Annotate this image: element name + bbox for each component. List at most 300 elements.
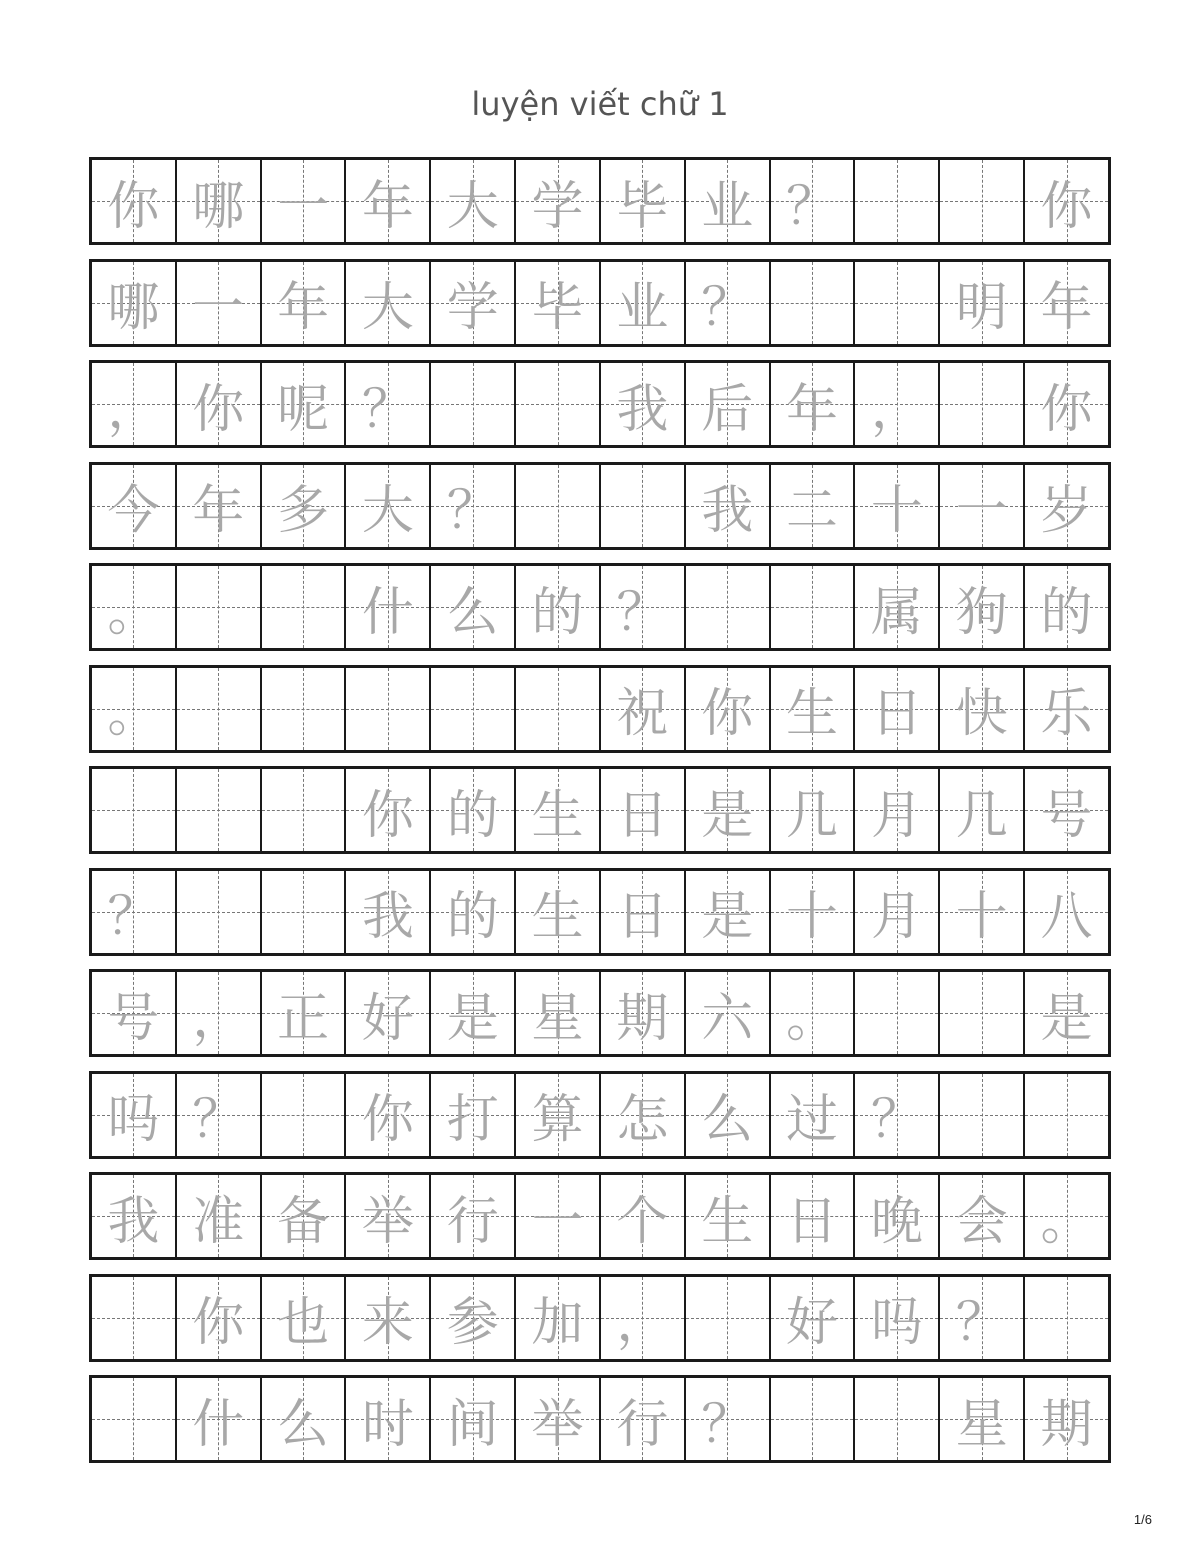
grid-cell (262, 972, 347, 1054)
grid-cell (771, 871, 856, 953)
grid-cell (855, 871, 940, 953)
trace-character: 乐 (1040, 684, 1093, 744)
grid-cell (516, 363, 601, 445)
trace-character: 举 (361, 1191, 414, 1252)
trace-character: 今 (107, 481, 160, 541)
trace-character: 十 (870, 481, 923, 541)
trace-character: 一 (531, 1191, 584, 1252)
trace-character: 你 (701, 684, 754, 744)
trace-character: 吗 (107, 1090, 160, 1150)
grid-cell (1025, 1277, 1108, 1359)
grid-row (89, 969, 1111, 1057)
trace-character (855, 972, 938, 1054)
grid-cell (516, 769, 601, 851)
grid-cell (686, 160, 771, 242)
trace-character: 大 (361, 481, 414, 541)
trace-character: 毕 (531, 278, 584, 338)
grid-cell (855, 769, 940, 851)
trace-character: 来 (361, 1293, 414, 1353)
trace-character: 什 (192, 1394, 245, 1455)
trace-character: 一 (955, 481, 1008, 541)
grid-cell (431, 769, 516, 851)
trace-character: 打 (446, 1090, 499, 1150)
trace-character: 。 (786, 988, 839, 1049)
grid-cell (1025, 871, 1108, 953)
trace-character: 月 (870, 785, 923, 846)
trace-character: 岁 (1040, 481, 1093, 541)
trace-character: 么 (446, 582, 499, 643)
grid-cell (431, 1378, 516, 1460)
grid-cell (262, 668, 347, 750)
grid-cell (177, 160, 262, 242)
grid-cell (771, 160, 856, 242)
grid-cell (601, 262, 686, 344)
trace-character: 日 (616, 887, 669, 947)
trace-character (262, 668, 345, 750)
trace-character (940, 363, 1023, 445)
trace-character: 生 (531, 785, 584, 846)
trace-character: 你 (361, 785, 414, 846)
grid-cell (771, 769, 856, 851)
grid-cell (855, 160, 940, 242)
grid-cell (262, 262, 347, 344)
trace-character (516, 465, 599, 547)
grid-cell (262, 769, 347, 851)
trace-character: 学 (446, 278, 499, 338)
grid-cell (92, 1277, 177, 1359)
grid-cell (940, 160, 1025, 242)
trace-character: 几 (955, 785, 1008, 846)
grid-cell (771, 262, 856, 344)
grid-cell (262, 566, 347, 648)
grid-cell (686, 566, 771, 648)
trace-character: 明 (955, 278, 1008, 338)
trace-character: 日 (786, 1191, 839, 1252)
trace-character: 是 (701, 887, 754, 947)
trace-character: 什 (361, 582, 414, 643)
trace-character: 我 (701, 481, 754, 541)
grid-cell (262, 1074, 347, 1156)
grid-cell (1025, 566, 1108, 648)
trace-character: 是 (446, 988, 499, 1049)
grid-cell (1025, 160, 1108, 242)
grid-cell (686, 769, 771, 851)
grid-cell (771, 1378, 856, 1460)
trace-character: 生 (701, 1191, 754, 1252)
trace-character: 哪 (107, 278, 160, 338)
trace-character (771, 262, 854, 344)
trace-character (771, 1378, 854, 1460)
grid-cell (431, 566, 516, 648)
grid-cell (177, 871, 262, 953)
trace-character (346, 668, 429, 750)
grid-cell (346, 1074, 431, 1156)
trace-character (940, 1074, 1023, 1156)
trace-character: 你 (192, 1293, 245, 1353)
trace-character: 。 (107, 684, 160, 744)
grid-row (89, 1172, 1111, 1260)
trace-character: 举 (531, 1394, 584, 1455)
trace-character: 狗 (955, 582, 1008, 643)
trace-character: 加 (531, 1293, 584, 1353)
grid-cell (516, 1378, 601, 1460)
grid-cell (177, 1378, 262, 1460)
trace-character: 你 (1040, 176, 1093, 237)
trace-character: 的 (1040, 582, 1093, 643)
grid-cell (516, 160, 601, 242)
trace-character: ？ (361, 379, 414, 440)
grid-cell (771, 1175, 856, 1257)
trace-character: 年 (786, 379, 839, 440)
trace-character: 你 (107, 176, 160, 237)
grid-cell (177, 1277, 262, 1359)
trace-character: 。 (1040, 1191, 1093, 1252)
grid-row (89, 766, 1111, 854)
grid-cell (771, 972, 856, 1054)
grid-row (89, 563, 1111, 651)
trace-character: 的 (446, 887, 499, 947)
trace-character: 准 (192, 1191, 245, 1252)
grid-row (89, 665, 1111, 753)
grid-cell (1025, 363, 1108, 445)
grid-cell (516, 262, 601, 344)
trace-character: 二 (786, 481, 839, 541)
trace-character: ？ (192, 1090, 245, 1150)
trace-character: 个 (616, 1191, 669, 1252)
grid-cell (771, 1277, 856, 1359)
trace-character: 哪 (192, 176, 245, 237)
grid-cell (940, 465, 1025, 547)
grid-cell (940, 363, 1025, 445)
grid-row (89, 462, 1111, 550)
trace-character: 的 (531, 582, 584, 643)
grid-cell (1025, 668, 1108, 750)
trace-character (262, 1074, 345, 1156)
trace-character (262, 769, 345, 851)
trace-character: 学 (531, 176, 584, 237)
trace-character: 备 (277, 1191, 330, 1252)
trace-character (92, 1378, 175, 1460)
trace-character: 十 (955, 887, 1008, 947)
grid-cell (940, 769, 1025, 851)
grid-cell (262, 1175, 347, 1257)
grid-cell (177, 363, 262, 445)
trace-character: ？ (870, 1090, 923, 1150)
trace-character: 吗 (870, 1293, 923, 1353)
grid-cell (516, 1277, 601, 1359)
trace-character: 正 (277, 988, 330, 1049)
grid-cell (431, 668, 516, 750)
grid-cell (177, 972, 262, 1054)
trace-character (177, 769, 260, 851)
grid-cell (601, 1378, 686, 1460)
practice-grid (89, 157, 1111, 1477)
trace-character: ？ (446, 481, 499, 541)
trace-character (1025, 1074, 1108, 1156)
grid-cell (940, 668, 1025, 750)
trace-character: 你 (361, 1090, 414, 1150)
trace-character: 业 (616, 278, 669, 338)
grid-cell (346, 262, 431, 344)
grid-cell (177, 668, 262, 750)
trace-character: 你 (1040, 379, 1093, 440)
grid-cell (771, 1074, 856, 1156)
grid-cell (516, 972, 601, 1054)
grid-cell (601, 871, 686, 953)
trace-character: 。 (107, 582, 160, 643)
trace-character: ， (192, 988, 245, 1049)
grid-cell (601, 769, 686, 851)
grid-cell (431, 1277, 516, 1359)
grid-cell (940, 972, 1025, 1054)
grid-cell (92, 160, 177, 242)
trace-character (771, 566, 854, 648)
trace-character: 快 (955, 684, 1008, 744)
grid-cell (940, 1277, 1025, 1359)
grid-cell (771, 363, 856, 445)
grid-cell (686, 262, 771, 344)
trace-character: 过 (786, 1090, 839, 1150)
grid-cell (346, 363, 431, 445)
trace-character (177, 566, 260, 648)
trace-character: 号 (1040, 785, 1093, 846)
grid-cell (262, 363, 347, 445)
trace-character: 的 (446, 785, 499, 846)
trace-character: 我 (107, 1191, 160, 1252)
grid-cell (601, 972, 686, 1054)
grid-cell (1025, 1378, 1108, 1460)
trace-character: 六 (701, 988, 754, 1049)
trace-character: 么 (701, 1090, 754, 1150)
trace-character: ， (107, 379, 160, 440)
grid-cell (346, 769, 431, 851)
trace-character: ？ (616, 582, 669, 643)
grid-cell (686, 363, 771, 445)
grid-cell (346, 668, 431, 750)
trace-character: 算 (531, 1090, 584, 1150)
grid-cell (855, 262, 940, 344)
grid-cell (177, 566, 262, 648)
trace-character: 生 (786, 684, 839, 744)
page-title: luyện viết chữ 1 (471, 85, 729, 123)
trace-character (177, 871, 260, 953)
trace-character (516, 363, 599, 445)
trace-character (686, 566, 769, 648)
grid-cell (771, 465, 856, 547)
trace-character: 八 (1040, 887, 1093, 947)
trace-character (1025, 1277, 1108, 1359)
trace-character: 晚 (870, 1191, 923, 1252)
grid-cell (601, 1277, 686, 1359)
grid-cell (855, 1175, 940, 1257)
grid-row (89, 360, 1111, 448)
grid-row (89, 1274, 1111, 1362)
grid-cell (601, 1175, 686, 1257)
trace-character: ？ (955, 1293, 1008, 1353)
grid-cell (431, 363, 516, 445)
trace-character: 大 (361, 278, 414, 338)
grid-cell (601, 363, 686, 445)
grid-cell (177, 1074, 262, 1156)
grid-cell (1025, 262, 1108, 344)
trace-character: 你 (192, 379, 245, 440)
trace-character: 我 (616, 379, 669, 440)
grid-cell (516, 566, 601, 648)
trace-character: 行 (446, 1191, 499, 1252)
trace-character: 星 (955, 1394, 1008, 1455)
trace-character: ， (616, 1293, 669, 1353)
trace-character (601, 465, 684, 547)
grid-cell (686, 1074, 771, 1156)
trace-character: 年 (1040, 278, 1093, 338)
trace-character (431, 363, 514, 445)
trace-character: 间 (446, 1394, 499, 1455)
trace-character: 祝 (616, 684, 669, 744)
trace-character: 十 (786, 887, 839, 947)
trace-character: 期 (1040, 1394, 1093, 1455)
trace-character: 属 (870, 582, 923, 643)
grid-cell (262, 465, 347, 547)
grid-cell (601, 668, 686, 750)
grid-cell (940, 1378, 1025, 1460)
grid-cell (516, 668, 601, 750)
grid-cell (855, 1378, 940, 1460)
trace-character (262, 871, 345, 953)
grid-cell (601, 566, 686, 648)
grid-cell (431, 1175, 516, 1257)
grid-cell (92, 1378, 177, 1460)
grid-cell (686, 465, 771, 547)
trace-character: 是 (1040, 988, 1093, 1049)
trace-character (262, 566, 345, 648)
grid-row (89, 868, 1111, 956)
grid-cell (1025, 972, 1108, 1054)
grid-cell (940, 1175, 1025, 1257)
trace-character: 是 (701, 785, 754, 846)
trace-character: 年 (192, 481, 245, 541)
grid-cell (686, 1175, 771, 1257)
grid-cell (855, 363, 940, 445)
grid-cell (431, 871, 516, 953)
grid-cell (601, 1074, 686, 1156)
trace-character: ？ (701, 278, 754, 338)
trace-character: ？ (786, 176, 839, 237)
grid-cell (1025, 465, 1108, 547)
grid-cell (431, 262, 516, 344)
grid-cell (431, 160, 516, 242)
grid-cell (262, 871, 347, 953)
grid-row (89, 259, 1111, 347)
trace-character (92, 769, 175, 851)
trace-character: ？ (701, 1394, 754, 1455)
grid-cell (855, 465, 940, 547)
trace-character: 好 (361, 988, 414, 1049)
grid-row (89, 1071, 1111, 1159)
grid-cell (92, 668, 177, 750)
grid-cell (92, 262, 177, 344)
grid-cell (177, 262, 262, 344)
grid-cell (940, 566, 1025, 648)
trace-character: 毕 (616, 176, 669, 237)
grid-cell (92, 1175, 177, 1257)
trace-character: 月 (870, 887, 923, 947)
grid-row (89, 157, 1111, 245)
grid-cell (177, 769, 262, 851)
grid-cell (346, 566, 431, 648)
grid-cell (855, 1074, 940, 1156)
grid-cell (346, 1175, 431, 1257)
trace-character: 年 (277, 278, 330, 338)
grid-cell (262, 1378, 347, 1460)
trace-character: 参 (446, 1293, 499, 1353)
grid-cell (686, 871, 771, 953)
grid-cell (1025, 1175, 1108, 1257)
grid-cell (516, 871, 601, 953)
grid-cell (771, 566, 856, 648)
grid-cell (855, 1277, 940, 1359)
grid-cell (686, 1378, 771, 1460)
trace-character: 年 (361, 176, 414, 237)
page-number: 1/6 (1133, 1512, 1152, 1527)
grid-cell (346, 465, 431, 547)
grid-cell (940, 871, 1025, 953)
trace-character: 时 (361, 1394, 414, 1455)
trace-character (855, 1378, 938, 1460)
trace-character: 我 (361, 887, 414, 947)
grid-cell (855, 668, 940, 750)
trace-character: 大 (446, 176, 499, 237)
trace-character: 一 (277, 176, 330, 237)
trace-character: ， (870, 379, 923, 440)
trace-character: ？ (107, 887, 160, 947)
grid-cell (92, 972, 177, 1054)
grid-cell (431, 465, 516, 547)
trace-character (855, 160, 938, 242)
trace-character: 号 (107, 988, 160, 1049)
grid-cell (346, 972, 431, 1054)
grid-cell (92, 769, 177, 851)
grid-cell (346, 1378, 431, 1460)
grid-cell (855, 566, 940, 648)
trace-character (92, 1277, 175, 1359)
trace-character (686, 1277, 769, 1359)
grid-cell (686, 1277, 771, 1359)
grid-cell (92, 465, 177, 547)
grid-cell (516, 1074, 601, 1156)
trace-character: 后 (701, 379, 754, 440)
trace-character (431, 668, 514, 750)
trace-character: 期 (616, 988, 669, 1049)
trace-character: 也 (277, 1293, 330, 1353)
grid-cell (346, 1277, 431, 1359)
trace-character (177, 668, 260, 750)
grid-cell (1025, 769, 1108, 851)
grid-cell (431, 972, 516, 1054)
grid-cell (177, 465, 262, 547)
grid-cell (686, 972, 771, 1054)
grid-cell (1025, 1074, 1108, 1156)
trace-character: 么 (277, 1394, 330, 1455)
trace-character: 呢 (277, 379, 330, 440)
grid-cell (940, 1074, 1025, 1156)
trace-character: 多 (277, 481, 330, 541)
grid-cell (177, 1175, 262, 1257)
trace-character: 几 (786, 785, 839, 846)
grid-cell (92, 871, 177, 953)
trace-character: 一 (192, 278, 245, 338)
grid-cell (92, 566, 177, 648)
grid-cell (92, 363, 177, 445)
